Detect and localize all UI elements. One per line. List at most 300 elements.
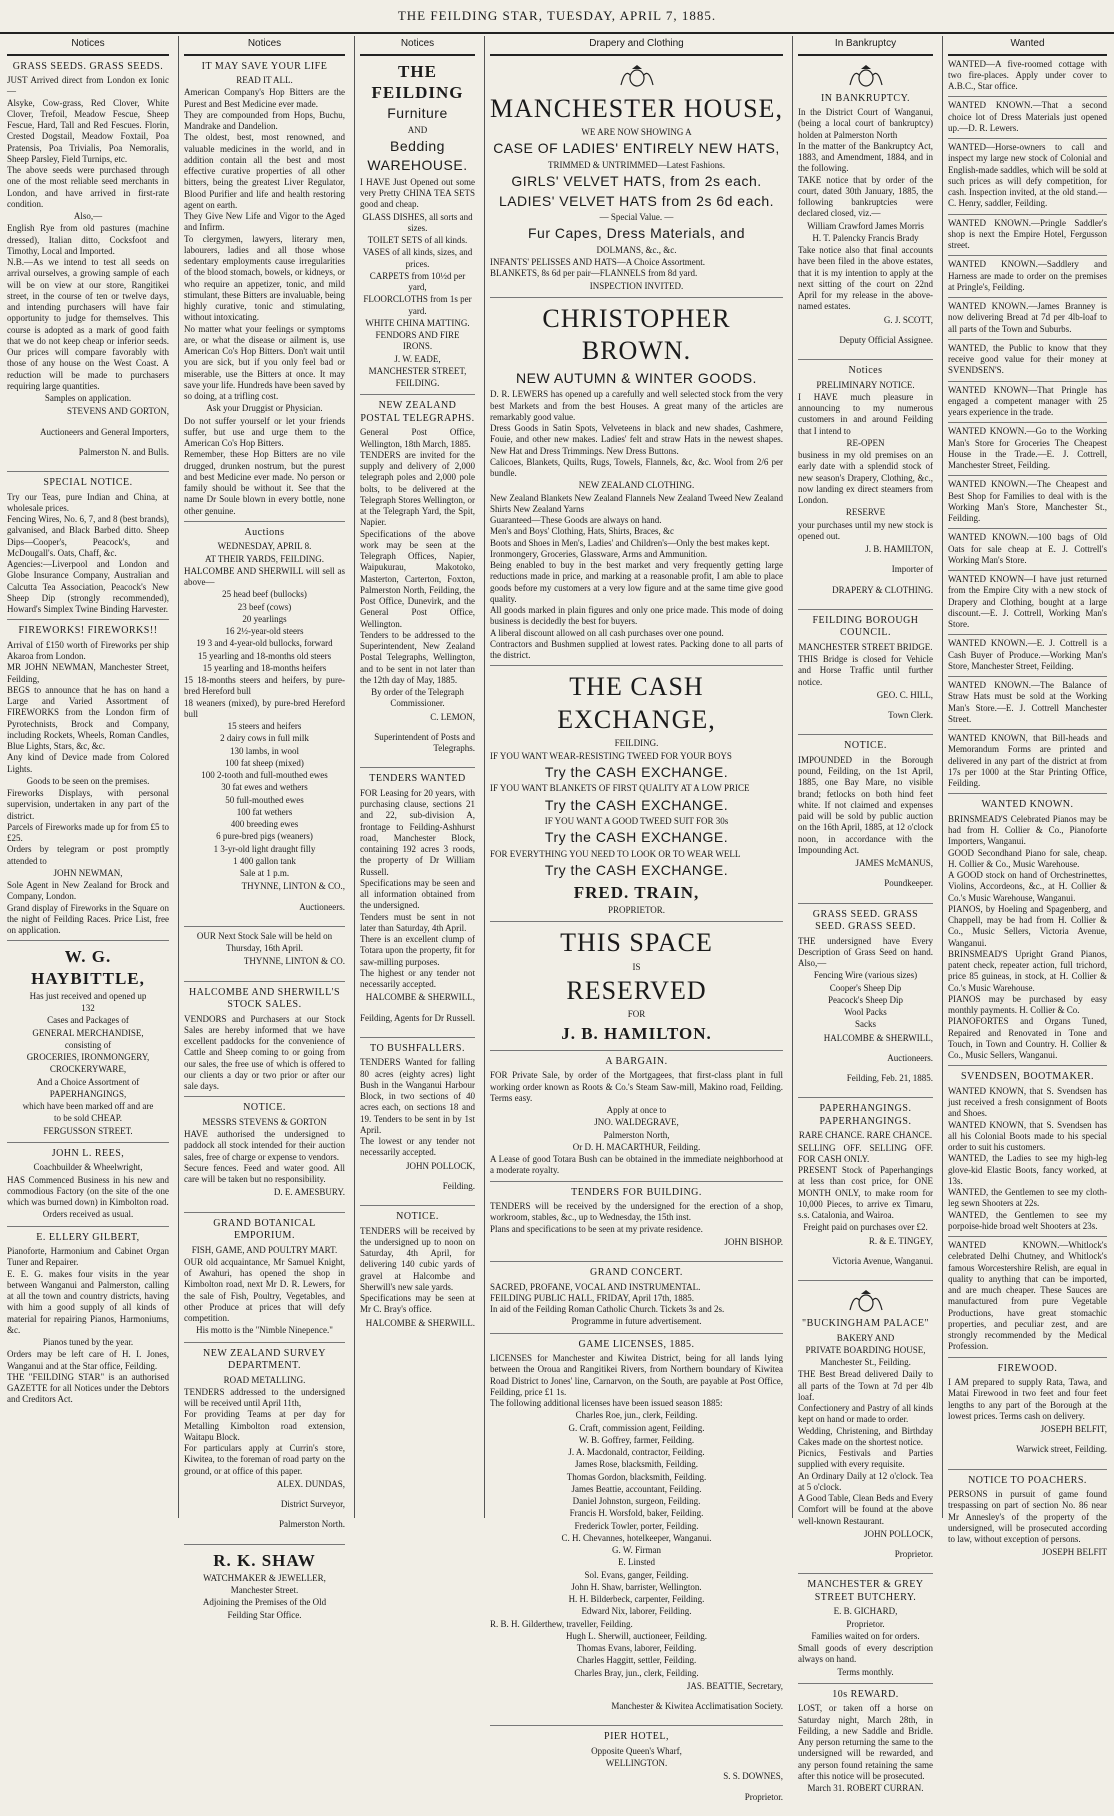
advertisement	[948, 677, 1107, 730]
ad-title: IN BANKRUPTCY.	[820, 92, 911, 104]
ad-title: NOTICE TO POACHERS.	[968, 1474, 1087, 1486]
ad-text: English Rye from old pastures (machine dressed), Italian ditto, Cocksfoot and Timothy, Local and Imported.	[7, 223, 169, 256]
ad-text: I HAVE Just Opened out some very Pretty CHINA TEA SETS good and cheap.	[360, 176, 475, 210]
ad-text: — Special Value. —	[599, 212, 674, 222]
ad-text: 23 beef (cows)	[237, 601, 292, 612]
ad-text: Remember, these Hop Bitters are no vile drugged, drunken nostrum, but the purest and best Medicine ever made. No person or family should be without it. See that the name Dr Soule blown in every bottle, none other genuine.	[184, 449, 345, 516]
advertisement	[948, 298, 1107, 340]
advertisement	[798, 610, 933, 736]
ad-text: Men's and Boys' Clothing, Hats, Shirts, Braces, &c	[490, 526, 674, 537]
advertisement	[7, 1143, 169, 1227]
advertisement	[490, 1334, 783, 1727]
ad-text: His motto is the "Nimble Ninepence."	[196, 1325, 333, 1336]
ad-signature: DRAPERY & CLOTHING.	[832, 584, 933, 595]
ad-text: WANTED, the Gentlemen to see my porpoise-hide broad welt Shooters at 23s.	[948, 1209, 1107, 1231]
newspaper-column	[484, 36, 788, 1802]
ad-signature: Auctioneers.	[299, 901, 345, 912]
ad-title: NEW ZEALAND SURVEY DEPARTMENT.	[202, 1347, 326, 1371]
ad-text: In aid of the Feilding Roman Catholic Church. Tickets 3s and 2s.	[490, 1304, 725, 1314]
ad-text: John H. Shaw, barrister, Wellington.	[571, 1581, 702, 1592]
ad-text: to be sold CHEAP.	[53, 1113, 122, 1124]
ad-text: R. B. H. Gilderthew, traveller, Feilding.	[490, 1618, 633, 1629]
ad-text: JOHN NEWMAN,	[53, 867, 123, 878]
ad-text: MR JOHN NEWMAN, Manchester Street, Feilding,	[7, 662, 169, 684]
ad-text: E. E. G. makes four visits in the year between Wanganui and Palmerston, calling at all the town and country districts, having with him a good supply of all kinds of material for repairing Pianos, Harmoniums, &c.	[7, 1268, 169, 1335]
advertisement	[948, 340, 1107, 382]
ad-text: READ IT ALL.	[236, 75, 293, 85]
ad-text: They Give New Life and Vigor to the Aged and Infirm.	[184, 211, 345, 233]
ad-text: Being enabled to buy in the best market and very frequently getting large reductions made in price, and marking at a reasonable profit, I am able to place goods before my customers at a very low figure and at the same time give good quality.	[490, 560, 783, 604]
newspaper-column	[792, 36, 938, 1793]
ad-text: A Good Table, Clean Beds and Every Comfort will be found at the above well-known Restaurant.	[798, 1493, 933, 1526]
ad-text: Any kind of Device made from Colored Lights.	[7, 752, 169, 774]
ad-text: DOLMANS, &c., &c.	[596, 244, 677, 255]
ad-text: GOOD Secondhand Piano for sale, cheap. H. Collier & Co., Music Warehouse.	[948, 847, 1107, 869]
ad-title: GRASS SEEDS. GRASS SEEDS.	[12, 60, 164, 72]
ad-text: The above seeds were purchased through one of the most reliable seed merchants in London, and have arrived in first-rate condition.	[7, 165, 169, 209]
column-heading: Notices	[184, 36, 345, 56]
ad-text: CASE OF LADIES' ENTIRELY NEW HATS,	[493, 140, 780, 157]
ad-text: GENERAL MERCHANDISE,	[32, 1027, 144, 1038]
ad-text: I HAVE much pleasure in announcing to my numerous customers in and around Feilding that I intend to	[798, 391, 933, 436]
ad-text: Samples on application.	[44, 393, 132, 403]
ad-text: Picnics, Festivals and Parties supplied with every requisite.	[798, 1448, 933, 1470]
ad-text: business in my old premises on an early date with a splendid stock of new season's Drapery, Clothing, &c., now landing ex direct steamers from London.	[798, 450, 933, 505]
ad-title: THE FEILDING	[371, 61, 464, 102]
ad-text: TOILET SETS of all kinds.	[367, 235, 468, 245]
ad-text: Try the CASH EXCHANGE.	[544, 862, 729, 878]
ad-text: Parcels of Fireworks made up for from £5 to £25.	[7, 821, 169, 843]
ad-text: WANTED KNOWN—That Pringle has engaged a competent manager with 25 years experience in the trade.	[948, 384, 1107, 417]
ad-text: HALCOMBE AND SHERWILL will sell as above—	[184, 565, 345, 587]
advertisement	[948, 1358, 1107, 1470]
advertisement	[360, 395, 475, 768]
advertisement	[184, 1343, 345, 1545]
ad-text: Dress Goods in Satin Spots, Velveteens in black and new shades, Cashmere, Fouie, and other new makes. Ladies' felt and straw Hats in the newest shapes. New Hat and Dress Trimmings. New Dress Buttons.	[490, 423, 783, 456]
column-heading: Wanted	[948, 36, 1107, 56]
ad-text: In the District Court of Wanganui, (being a local court of bankruptcy) holden at Palmerston North	[798, 107, 933, 140]
ad-title: PIER HOTEL,	[604, 1731, 669, 1743]
ad-text: WANTED KNOWN.—Whitlock's celebrated Delhi Chutney, and Whitlock's famous Worcestershire Relish, are equal in quality to anything that can be imported, and are much cheaper. These Sauces are manufactured from pure Vegetable Productions, have great stomachic properties, and peculiar zest, and are strongly recommended by the Medical Profession.	[948, 1240, 1107, 1352]
ad-text: H. H. Bilderbeck, carpenter, Feilding.	[568, 1594, 705, 1604]
ad-text: To clergymen, lawyers, literary men, labourers, ladies and all those whose sedentary employments cause irregularities of the blood stomach, bowels, or kidneys, or who require an appetizer, tonic, and mild stimulant, these Bitters are invaluable, being highly curative, tonic and stimulating, without intoxicating.	[184, 233, 345, 323]
ad-text: AT THEIR YARDS, FEILDING.	[204, 553, 325, 564]
ad-text: GROCERIES, IRONMONGERY,	[26, 1052, 150, 1062]
ad-text: RESERVE	[845, 507, 886, 518]
ad-text: Guaranteed—These Goods are always on hand.	[490, 515, 662, 525]
ad-signature: Feilding.	[442, 1180, 475, 1191]
advertisement	[798, 1574, 933, 1684]
ad-text: Fur Capes, Dress Materials, and	[527, 225, 746, 242]
ad-text: RARE CHANCE. RARE CHANCE.	[798, 1130, 933, 1141]
ad-signature: R. & E. TINGEY,	[868, 1235, 933, 1246]
ad-text: PIANOS may be purchased by easy monthly payments. H. Collier & Co.	[948, 993, 1107, 1015]
ad-text: WANTED KNOWN.—Go to the Working Man's Store for Groceries The Cheapest House in the Trade.—E. J. Cottrell, Manchester Street, Feilding.	[948, 426, 1107, 470]
ad-text: 130 lambs, in wool	[230, 745, 299, 756]
ad-text: Cases and Packages of	[47, 1015, 129, 1026]
ad-text: PERSONS in pursuit of game found trespassing on part of section No. 86 near Mr Annesley's of the property of the undersigned, will be prosecuted according to law, without exception of persons.	[948, 1489, 1107, 1544]
ad-text: AND	[407, 124, 428, 135]
newspaper-column	[354, 36, 480, 1518]
ad-title: Notices	[848, 365, 883, 376]
ad-title: IT MAY SAVE YOUR LIFE	[201, 60, 328, 72]
ad-text: FOR EVERYTHING YOU NEED TO LOOK OR TO WEAR WELL	[490, 848, 741, 859]
ad-text: VASES of all kinds, sizes, and prices.	[362, 247, 473, 269]
ad-text: JNO. WALDEGRAVE,	[594, 1117, 679, 1128]
ad-text: William Crawford James Morris	[807, 220, 924, 231]
royal-crest-icon	[615, 63, 659, 89]
ad-title: WANTED KNOWN.	[981, 799, 1074, 811]
ad-signature: JAS. BEATTIE, Secretary,	[686, 1680, 783, 1691]
ad-title: JOHN L. REES,	[51, 1147, 125, 1159]
advertisement	[948, 794, 1107, 1066]
ad-text: 16 2½-year-old steers	[225, 626, 304, 636]
ad-title: NEW ZEALAND POSTAL TELEGRAPHS.	[360, 400, 475, 424]
ad-text: WANTED KNOWN.—Saddlery and Harness are made to order on the premises at Pringle's, Feilding.	[948, 259, 1107, 292]
ad-text: PRESENT Stock of Paperhangings at less than cost price, for ONE MONTH ONLY, to make room for 10,000 Pieces, to arrive ex Timaru, s.s. Catalonia, and Wairoa.	[798, 1165, 933, 1220]
ad-text: An Ordinary Daily at 12 o'clock. Tea at 5 o'clock.	[798, 1470, 933, 1492]
newspaper-column	[942, 36, 1112, 1558]
ad-text: Proprietor.	[846, 1618, 885, 1629]
advertisement	[184, 1545, 345, 1626]
ad-signature: D. E. AMESBURY.	[273, 1187, 345, 1198]
ad-text: Thursday, 16th April.	[226, 943, 303, 953]
ad-text: 1 3-yr-old light draught filly	[213, 843, 316, 854]
ad-signature: THYNNE, LINTON & CO.	[243, 956, 345, 967]
ad-text: Furniture	[387, 105, 448, 121]
ad-text: NEW ZEALAND CLOTHING.	[578, 480, 695, 491]
ad-text: Thomas Gordon, blacksmith, Feilding.	[566, 1471, 707, 1482]
advertisement	[490, 666, 783, 922]
ad-text: Fencing Wire (various sizes)	[813, 970, 918, 981]
ad-text: G. W. Firman	[611, 1545, 661, 1555]
ad-signature: District Surveyor,	[280, 1499, 345, 1509]
ad-text: Sol. Evans, ganger, Feilding.	[584, 1569, 689, 1580]
ad-text: 18 weaners (mixed), by pure-bred Hereford bull	[184, 697, 345, 719]
ad-text: Confectionery and Pastry of all kinds kept on hand or made to order.	[798, 1403, 933, 1425]
ad-text: BRINSMEAD'S Celebrated Pianos may be had from H. Collier & Co., Pianoforte Importers, Wanganui.	[948, 813, 1107, 847]
ad-text: LICENSES for Manchester and Kiwitea District, being for all lands lying between the Oroua and Rangitikei Rivers, from Northern boundary of Kiwitea Road District to Jones' line, Carnarvon, on the South, are payable at Post Office, Feilding, price £1 1s.	[490, 1353, 783, 1397]
ad-signature: JOHN BISHOP.	[724, 1236, 783, 1247]
ad-text: Try the CASH EXCHANGE.	[544, 763, 729, 780]
ad-text: WELLINGTON.	[605, 1758, 668, 1768]
ad-text: WANTED, the Public to know that they receive good value for their money at SVENDSEN'S.	[948, 342, 1107, 376]
ad-text: For providing Teams at per day for Metalling Kimbolton road extension, Waitapu Block.	[184, 1409, 345, 1442]
ad-text: 15 yearling and 18-months heifers	[202, 662, 327, 673]
ad-signature: Palmerston N. and Bulls.	[78, 446, 169, 457]
ad-text: WANTED KNOWN.—E. J. Cottrell is a Cash Buyer of Produce.—Working Man's Store, Manchester Street, Feilding.	[948, 638, 1107, 671]
ad-title: 10s REWARD.	[832, 1688, 899, 1700]
advertisement	[360, 56, 475, 396]
advertisement	[7, 620, 169, 941]
ad-text: IMPOUNDED in the Borough pound, Feilding, on the 1st April, 1885, one Bay Mare, no visible brand; fetlocks on both hind feet white. If not claimed and expenses paid will be sold by public auction on the 16th April, 1885, at 12 o'clock noon, in accordance with the Impounding Act.	[798, 754, 933, 855]
ad-text: Plans and specifications to be seen at my private residence.	[490, 1223, 703, 1234]
ad-text: Arrival of £150 worth of Fireworks per ship Akaroa from London.	[7, 639, 169, 661]
ad-text: FOR	[627, 1009, 646, 1020]
ad-text: 19 3 and 4-year-old bullocks, forward	[196, 638, 333, 649]
ad-text: Tenders to be addressed to the Superintendent, New Zealand Postal Telegraphs, Wellington, and to be sent in not later than the 12th day of May, 1885.	[360, 629, 475, 685]
ad-signature: JOSEPH BELFIT,	[1040, 1424, 1107, 1434]
advertisement	[184, 56, 345, 522]
ad-text: WANTED KNOWN.—Pringle Saddler's shop is next the Empire Hotel, Fergusson street.	[948, 217, 1107, 250]
ad-text: Tenders must be sent in not later than Saturday, 4th April.	[360, 911, 475, 933]
advertisement	[798, 735, 933, 903]
ad-signature: GEO. C. HILL,	[876, 689, 933, 700]
ad-text: 15 steers and heifers	[227, 721, 302, 731]
ad-title: GRAND BOTANICAL EMPORIUM.	[213, 1217, 316, 1241]
ad-text: BEGS to announce that he has on hand a Large and Varied Assortment of FIREWORKS from the London firm of Pyrotechnists, Brock and Company, including Rockets, Wheels, Roman Candles, Blue Lights, Stars, &c, &c.	[7, 684, 169, 751]
ad-text: OUR old acquaintance, Mr Samuel Knight, of Awahuri, has opened the shop in Kimbolton road, next Mr D. R. Lewers, for the sale of Fish, Poultry, Vegetables, and other Produce at prices that will defy competition.	[184, 1256, 345, 1323]
ad-text: C. H. Chevannes, hotelkeeper, Wanganui.	[561, 1532, 712, 1543]
ad-text: JUST Arrived direct from London ex Ionic—	[7, 75, 169, 97]
newspaper-column	[2, 36, 174, 1518]
ad-text: Palmerston North,	[603, 1129, 670, 1140]
ad-text: HAS Commenced Business in his new and commodious Factory (on the site of the one which was burned down) in Kimbolton road.	[7, 1174, 169, 1207]
ad-title: THE CASH EXCHANGE,	[557, 672, 716, 734]
ad-signature: JAMES McMANUS,	[855, 858, 933, 868]
ad-text: 2 dairy cows in full milk	[220, 733, 309, 744]
ad-text: Charles Bray, jun., clerk, Feilding.	[574, 1667, 699, 1678]
ad-text: 1 400 gallon tank	[233, 855, 296, 866]
ad-text: General Post Office, Wellington, 18th March, 1885.	[360, 427, 475, 449]
ad-text: WANTED KNOWN.—That a second choice lot of Dress Materials just opened up.—D. R. Lewers.	[948, 100, 1107, 133]
advertisement	[798, 1281, 933, 1574]
ad-signature: Deputy Official Assignee.	[839, 334, 933, 345]
advertisement	[490, 1051, 783, 1182]
ad-text: FEILDING.	[395, 378, 440, 388]
ad-text: 30 fat ewes and wethers	[221, 782, 308, 793]
ad-text: PRIVATE BOARDING HOUSE,	[805, 1344, 926, 1355]
ad-text: Try our Teas, pure Indian and China, at wholesale prices.	[7, 491, 169, 513]
ad-text: HAVE authorised the undersigned to paddock all stock intended for their auction sales, free of charge or expense to vendors.	[184, 1129, 345, 1162]
ad-text: Daniel Johnston, surgeon, Feilding.	[572, 1496, 701, 1506]
ad-title: CHRISTOPHER BROWN.	[542, 303, 731, 366]
ad-text: FLOORCLOTHS from 1s per yard.	[363, 294, 472, 316]
ad-text: MANCHESTER STREET BRIDGE.	[798, 641, 933, 652]
ad-title: "BUCKINGHAM PALACE"	[801, 1318, 930, 1329]
advertisement	[948, 97, 1107, 139]
advertisement	[948, 56, 1107, 98]
advertisement	[948, 256, 1107, 298]
advertisement	[184, 522, 345, 927]
ad-title: GRAND CONCERT.	[590, 1267, 683, 1278]
ad-text: Manchester Street.	[230, 1585, 299, 1595]
ad-text: 100 fat sheep (mixed)	[225, 757, 304, 768]
ad-text: Opposite Queen's Wharf,	[591, 1745, 682, 1756]
ad-text: MESSRS STEVENS & GORTON	[202, 1116, 327, 1127]
ad-text: A Lease of good Totara Bush can be obtained in the immediate neighborhood at a moderate royalty.	[490, 1154, 783, 1176]
advertisement	[948, 476, 1107, 529]
ad-text: Terms monthly.	[837, 1666, 894, 1677]
ad-text: E. Linsted	[618, 1557, 655, 1568]
ad-text: IF YOU WANT BLANKETS OF FIRST QUALITY AT A LOW PRICE	[490, 783, 750, 794]
ad-text: All goods marked in plain figures and only one price made. This mode of doing business is decidedly the best for buyers.	[490, 605, 783, 627]
ad-text: Programme in future advertisement.	[571, 1316, 702, 1327]
advertisement	[948, 730, 1107, 794]
advertisement	[948, 1470, 1107, 1572]
ad-text: THE undersigned have Every Description of Grass Seed on hand. Also,—	[798, 935, 933, 968]
advertisement	[798, 360, 933, 610]
ad-text: PIANOFORTES and Organs Tuned, Repaired and Renovated in Tone and Touch, in Town and Country. H. Collier & Co., Music Sellers, Wanganui.	[948, 1016, 1107, 1060]
column-heading: Notices	[360, 36, 475, 56]
ad-text: IF YOU WANT A GOOD TWEED SUIT FOR 30s	[544, 816, 729, 826]
ad-text: WANTED KNOWN.—100 bags of Old Oats for sale cheap at E. J. Cottrell's Working Man's Store.	[948, 532, 1107, 565]
ad-signature: Auctioneers and General Importers,	[40, 426, 169, 437]
ad-text: The oldest, best, most renowned, and valuable medicines in the world, and in addition contain all the best and most effective curative properties of all other bitters, being the greatest Liver Regulator, Blood Purifier and life and health restoring agent on earth.	[184, 132, 345, 210]
ad-text: ROAD METALLING.	[223, 1374, 306, 1385]
ad-title: W. G. HAYBITTLE,	[31, 947, 145, 988]
ad-text: OUR Next Stock Sale will be held on	[196, 930, 333, 941]
ad-text: WANTED—A five-roomed cottage with two fire-places. Apply under cover to A.B.C., Star office.	[948, 58, 1107, 91]
advertisement	[184, 1097, 345, 1212]
ad-text: Fireworks Displays, with personal supervision, undertaken in any part of the district.	[7, 788, 169, 821]
ad-text: J. W. EADE,	[394, 353, 441, 364]
ad-signature: HALCOMBE & SHERWILL,	[365, 992, 475, 1003]
ad-text: FEILDING PUBLIC HALL, FRIDAY, April 17th, 1885.	[490, 1292, 695, 1303]
ad-text: Bedding	[390, 137, 445, 154]
ad-text: BAKERY AND	[836, 1332, 895, 1343]
ad-signature: Town Clerk.	[888, 710, 933, 720]
ad-text: which have been marked off and are	[22, 1101, 154, 1111]
ad-text: Francis H. Worsfold, baker, Feilding.	[569, 1508, 704, 1519]
ad-text: H. T. Palencky Francis Brady	[812, 232, 919, 243]
ad-text: WANTED KNOWN, that Bill-heads and Memorandum Forms are printed and delivered in any part of the district at from 17s per 1000 at the Star Printing Office, Feilding.	[948, 733, 1107, 788]
ad-text: TRIMMED & UNTRIMMED—Latest Fashions.	[548, 159, 725, 170]
ad-text: WAREHOUSE.	[367, 157, 468, 174]
ad-signature: Proprietor.	[744, 1791, 783, 1802]
ad-text: Boots and Shoes in Men's, Ladies' and Children's—Only the best makes kept.	[490, 537, 770, 548]
ad-signature: JOSEPH BELFIT	[1042, 1547, 1107, 1558]
ad-text: Sole Agent in New Zealand for Brock and Company, London.	[7, 880, 169, 902]
ad-text: Specifications of the above work may be seen at the Telegraph Offices, Napier, Waipukurau, Makotoko, Masterton, Carterton, Foxton, Palmerston North, Feilding, the Post Office, Dunevirk, and the General Post Office, Wellington.	[360, 528, 475, 629]
column-heading: Notices	[7, 36, 169, 56]
ad-text: FOR Leasing for 20 years, with purchasing clause, sections 21 and 22, sub-division A, frontage to Feilding-Ashhurst road, Manchester Block, containing 192 acres 3 roods, the property of Dr William Russell.	[360, 787, 475, 877]
ad-text: Peacock's Sheep Dip	[827, 994, 904, 1005]
ad-text: Fencing Wires, No. 6, 7, and 8 (best brands), galvanised, and Black Barbed ditto. Sheep Dips—Cooper's, Peacock's, and McDougall's. Oats, Chaff, &c.	[7, 514, 169, 558]
ad-text: Sale at 1 p.m.	[239, 868, 290, 878]
ad-text: 100 fat wethers	[236, 806, 293, 817]
ad-text: A GOOD stock on hand of Orchestrinettes, Violins, Accordeons, &c., at H. Collier & Co.'s Music Warehouse, Wanganui.	[948, 870, 1107, 903]
ad-text: TAKE notice that by order of the court, dated 30th January, 1885, the following bankruptcies were declared closed, viz.—	[798, 174, 933, 219]
ad-text: WANTED KNOWN.—James Branney is now delivering Bread at 7d per 4lb-loaf to all parts of the Town and Suburbs.	[948, 301, 1107, 334]
advertisement	[360, 1038, 475, 1206]
ad-text: LOST, or taken off a horse on Saturday night, March 28th, in Feilding, a new Saddle and Bridle. Any person returning the same to the undersigned will be rewarded, and any person found retaining the same after this notice will be prosecuted.	[798, 1703, 933, 1781]
ad-signature: THYNNE, LINTON & CO.,	[241, 881, 345, 892]
ad-title: TENDERS FOR BUILDING.	[571, 1186, 702, 1198]
ad-text: There is an excellent clump of Totara upon the property, fit for saw-milling purposes.	[360, 934, 475, 967]
ad-text: Frederick Towler, porter, Feilding.	[574, 1520, 699, 1531]
ad-text: March 31. ROBERT CURRAN.	[807, 1783, 924, 1793]
ad-title: GAME LICENSES, 1885.	[578, 1338, 695, 1350]
ad-text: SACRED, PROFANE, VOCAL AND INSTRUMENTAL.	[490, 1281, 701, 1292]
ad-text: Grand display of Fireworks in the Square on the night of Feilding Races. Price List, free on application.	[7, 902, 169, 935]
ad-text: FOR Private Sale, by order of the Mortgagees, that first-class plant in full working order known as Roots & Co.'s Steam Saw-mill, Makino road, Feilding. Terms easy.	[490, 1070, 783, 1103]
ad-text: PROPRIETOR.	[607, 904, 666, 915]
ad-text: The highest or any tender not necessarily accepted.	[360, 967, 475, 989]
advertisement	[7, 941, 169, 1143]
ad-text: FRED. TRAIN,	[573, 882, 700, 902]
ad-text: 400 breeding ewes	[230, 819, 299, 829]
royal-crest-icon	[844, 1288, 888, 1314]
ad-text: RE-OPEN	[846, 437, 885, 448]
ad-title: MANCHESTER HOUSE,	[490, 93, 783, 123]
ad-text: Ironmongery, Groceries, Glassware, Arms and Ammunition.	[490, 548, 708, 559]
ad-text: Do not suffer yourself or let your friends suffer, but use and urge them to the American Co's Hop Bitters.	[184, 415, 345, 448]
ad-text: Hugh L. Sherwill, auctioneer, Feilding.	[565, 1630, 708, 1641]
ad-signature: Auctioneers.	[887, 1052, 933, 1063]
ad-text: 20 yearlings	[242, 613, 287, 624]
ad-text: 100 2-tooth and full-mouthed ewes	[201, 770, 328, 780]
ad-text: WANTED KNOWN, that S. Svendsen has all his Colonial Boots made to his special order to suit his customers.	[948, 1119, 1107, 1152]
ad-text: THE "FEILDING STAR" is an authorised GAZETTE for all Notices under the Debtors and Creditors Act.	[7, 1371, 169, 1405]
ad-signature: STEVENS AND GORTON,	[66, 406, 169, 417]
ad-text: WANTED KNOWN.—The Cheapest and Best Shop for Families to deal with is the Working Man's Store, Manchester St., Feilding.	[948, 479, 1107, 523]
ad-text: IF YOU WANT WEAR-RESISTING TWEED FOR YOUR BOYS	[490, 750, 732, 761]
ad-text: TENDERS will be received by the undersigned for the erection of a shop, workroom, stables, &c., up to Wednesday, the 15th inst.	[490, 1201, 783, 1223]
ad-signature: JOHN POLLOCK,	[405, 1160, 475, 1171]
ad-text: consisting of	[64, 1039, 112, 1050]
advertisement	[798, 56, 933, 361]
ad-text: BRINSMEAD'S Upright Grand Pianos, patent check, repeater action, full trichord, price 85 guineas, in stock, at H. Collier & Co.'s Music Warehouse.	[948, 948, 1107, 993]
masthead: THE FEILDING STAR, TUESDAY, APRIL 7, 1885.	[0, 0, 1114, 34]
ad-text: Edward Nix, laborer, Feilding.	[581, 1606, 692, 1617]
ad-signature: Feilding, Agents for Dr Russell.	[360, 1012, 475, 1023]
ad-text: 6 pure-bred pigs (weaners)	[216, 831, 313, 842]
ad-text: BLANKETS, 8s 6d per pair—FLANNELS from 8d yard.	[490, 268, 698, 279]
ad-text: Take notice also that final accounts have been filed in the above estates, that it is my intention to apply at the next sitting of the court on 22nd April for my release in the above-named estates.	[798, 245, 933, 312]
ad-text: Try the CASH EXCHANGE.	[544, 796, 729, 813]
ad-text: Adjoining the Premises of the Old	[202, 1597, 327, 1608]
ad-title: NOTICE.	[844, 740, 887, 752]
ad-text: D. R. LEWERS has opened up a carefully and well selected stock from the very best Markets and from the best Houses. A great many of the articles are remarkably good value.	[490, 389, 783, 422]
ad-text: Manchester St., Feilding.	[820, 1357, 911, 1367]
ad-text: NEW AUTUMN & WINTER GOODS.	[516, 369, 757, 386]
ad-text: W. B. Goffrey, farmer, Feilding.	[578, 1434, 695, 1445]
ad-text: 132	[81, 1003, 95, 1013]
advertisement	[7, 472, 169, 620]
advertisement	[184, 982, 345, 1098]
ad-signature: HALCOMBE & SHERWILL.	[365, 1317, 475, 1328]
ad-text: No matter what your feelings or symptoms are, or what the disease or ailment is, use American Co's Hop Bitters. Don't wait until you are sick, but if you only feel bad or miserable, use the Bitters at once. It may save your life. Hundreds have been saved by so doing, at a trifling cost.	[184, 323, 345, 401]
column-heading: Drapery and Clothing	[490, 36, 783, 56]
ad-text: INFANTS' PELISSES AND HATS—A Choice Assortment.	[490, 257, 705, 267]
ad-signature: Superintendent of Posts and Telegraphs.	[374, 731, 475, 753]
advertisement	[7, 1227, 169, 1410]
ad-signature: Palmerston North.	[279, 1519, 345, 1530]
ad-text: GIRLS' VELVET HATS, from 2s each.	[511, 173, 762, 189]
ad-text: CROCKERYWARE,	[49, 1064, 127, 1075]
ad-text: 25 head beef (bullocks)	[222, 589, 307, 600]
ad-text: Ask your Druggist or Physician.	[206, 403, 323, 414]
advertisement	[948, 529, 1107, 571]
ad-text: Orders received as usual.	[42, 1209, 134, 1220]
advertisement	[7, 56, 169, 473]
ad-text: Also,—	[73, 211, 103, 221]
ad-title: R. K. SHAW	[213, 1550, 316, 1570]
advertisement	[184, 1213, 345, 1343]
ad-text: PAPERHANGINGS,	[49, 1088, 127, 1099]
advertisement	[490, 922, 783, 1051]
ad-title: Auctions	[244, 526, 285, 538]
ad-text: Pianoforte, Harmonium and Cabinet Organ Tuner and Repairer.	[7, 1246, 169, 1268]
ad-text: FEILDING.	[614, 738, 659, 749]
ad-text: Secure fences. Feed and water good. All care will be taken but no responsibility.	[184, 1162, 345, 1184]
ad-text: 15 yearling and 18-months old steers	[197, 650, 332, 661]
ad-text: Charles Roe, jun., clerk, Feilding.	[575, 1410, 698, 1421]
ad-text: By order of the Telegraph Commissioner.	[371, 687, 464, 709]
ad-title: TENDERS WANTED	[369, 773, 466, 785]
ad-text: WEDNESDAY, APRIL 8.	[217, 541, 312, 552]
